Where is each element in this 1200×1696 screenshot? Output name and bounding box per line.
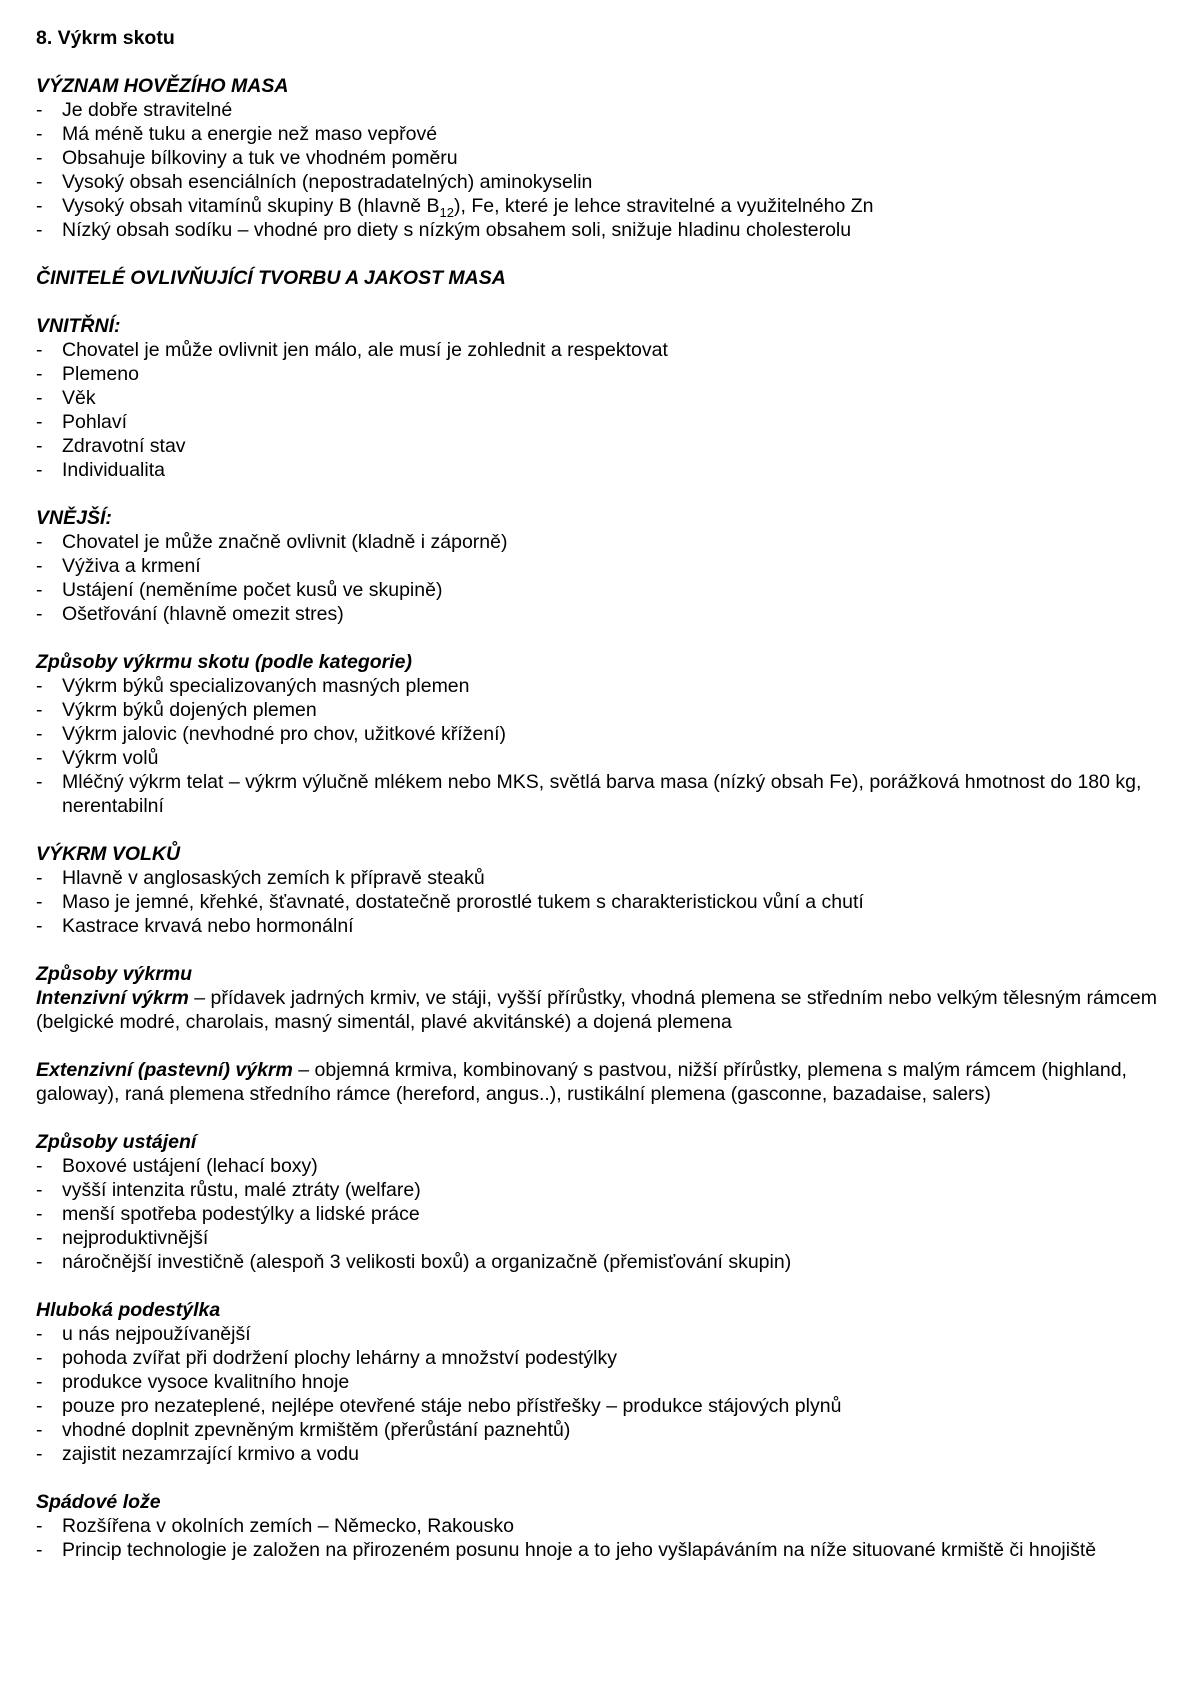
list-item: - Rozšířena v okolních zemích – Německo, Rakousko [36, 1515, 514, 1537]
heading-zpusoby-kategorie: Způsoby výkrmu skotu (podle kategorie) [36, 651, 412, 673]
dash-marker: - [36, 1227, 43, 1249]
dash-marker: - [36, 363, 43, 385]
document-title: 8. Výkrm skotu [36, 27, 175, 49]
dash-marker: - [36, 1203, 43, 1225]
list-item: - nejproduktivnější [36, 1227, 209, 1249]
list-item: - náročnější investičně (alespoň 3 velikosti boxů) a organizačně (přemisťování skupin) [36, 1251, 792, 1273]
list-item: - vyšší intenzita růstu, malé ztráty (welfare) [36, 1179, 421, 1201]
list-item: - Boxové ustájení (lehací boxy) [36, 1155, 318, 1177]
list-item: - Individualita [36, 459, 165, 481]
list-volku [36, 866, 1176, 938]
list-item: - Výživa a krmení [36, 555, 201, 577]
dash-marker: - [36, 891, 43, 913]
dash-marker: - [36, 1347, 43, 1369]
document-page [36, 26, 1176, 1586]
section-vyznam [36, 74, 1176, 242]
list-podestylka [36, 1322, 1176, 1466]
list-item: - Ustájení (neměníme počet kusů ve skupině) [36, 579, 443, 601]
list-item: - Vysoký obsah esenciálních (nepostradatelných) aminokyselin [36, 171, 593, 193]
dash-marker: - [36, 1515, 43, 1537]
section-spadove [36, 1490, 1176, 1562]
list-item: - Princip technologie je založen na přirozeném posunu hnoje a to jeho vyšlapáváním na níže situované krmiště či hnojiště [36, 1539, 1097, 1561]
paragraph-intenzivni: Intenzivní výkrm – přídavek jadrných krmiv, ve stáji, vyšší přírůstky, vhodná plemena se středním nebo velkým tělesným rámcem (belgické modré, charolais, masný simentál, plavé akvitánské) a dojená plemena [36, 987, 1157, 1033]
list-item: - Výkrm býků specializovaných masných plemen [36, 675, 470, 697]
dash-marker: - [36, 459, 43, 481]
dash-marker: - [36, 1179, 43, 1201]
section-zpusoby-vykrmu [36, 962, 1176, 1106]
list-item: - Nízký obsah sodíku – vhodné pro diety s nízkým obsahem soli, snižuje hladinu cholesterolu [36, 219, 852, 241]
paragraph-extenzivni: Extenzivní (pastevní) výkrm – objemná krmiva, kombinovaný s pastvou, nižší přírůstky, plemena s malým rámcem (highland, galoway), raná plemena středního rámce (hereford, angus..), rustikální plemena (gasconne, bazadaise, salers) [36, 1059, 1127, 1105]
dash-marker: - [36, 723, 43, 745]
list-item: - Plemeno [36, 363, 139, 385]
list-vnejsi [36, 530, 1176, 626]
heading-podestylka: Hluboká podestýlka [36, 1299, 221, 1321]
section-volku [36, 842, 1176, 938]
dash-marker: - [36, 1251, 43, 1273]
section-ustajeni [36, 1130, 1176, 1274]
list-item: - Má méně tuku a energie než maso vepřové [36, 123, 438, 145]
dash-marker: - [36, 1443, 43, 1465]
subscript-12: 12 [439, 204, 455, 220]
dash-marker: - [36, 99, 43, 121]
list-item: - Výkrm volů [36, 747, 159, 769]
dash-marker: - [36, 171, 43, 193]
dash-marker: - [36, 411, 43, 433]
heading-volku: VÝKRM VOLKŮ [36, 843, 181, 865]
list-item: - Ošetřování (hlavně omezit stres) [36, 603, 344, 625]
dash-marker: - [36, 867, 43, 889]
list-item: - Hlavně v anglosaských zemích k přípravě steaků [36, 867, 485, 889]
heading-vnejsi: VNĚJŠÍ: [36, 507, 112, 529]
heading-ustajeni: Způsoby ustájení [36, 1131, 197, 1153]
dash-marker: - [36, 699, 43, 721]
list-item: - pouze pro nezateplené, nejlépe otevřené stáje nebo přístřešky – produkce stájových plynů [36, 1395, 842, 1417]
section-podestylka [36, 1298, 1176, 1466]
dash-marker: - [36, 531, 43, 553]
list-item: - Chovatel je může značně ovlivnit (kladně i záporně) [36, 531, 508, 553]
section-cinitele [36, 266, 1176, 290]
section-zpusoby-kategorie [36, 650, 1176, 818]
dash-marker: - [36, 1155, 43, 1177]
list-item: - zajistit nezamrzající krmivo a vodu [36, 1443, 359, 1465]
dash-marker: - [36, 747, 43, 769]
list-item: - Pohlaví [36, 411, 128, 433]
section-vnejsi [36, 506, 1176, 626]
dash-marker: - [36, 123, 43, 145]
list-item: - Kastrace krvavá nebo hormonální [36, 915, 354, 937]
dash-marker: - [36, 675, 43, 697]
dash-marker: - [36, 555, 43, 577]
label-intenzivni: Intenzivní výkrm [36, 987, 189, 1009]
dash-marker: - [36, 1323, 43, 1345]
list-zpusoby-kategorie [36, 674, 1176, 818]
dash-marker: - [36, 1539, 43, 1561]
heading-spadove: Spádové lože [36, 1491, 161, 1513]
dash-marker: - [36, 579, 43, 601]
list-item: - Mléčný výkrm telat – výkrm výlučně mlékem nebo MKS, světlá barva masa (nízký obsah Fe), porážková hmotnost do 180 kg, nerentabilní [36, 771, 1142, 817]
list-item: - menší spotřeba podestýlky a lidské práce [36, 1203, 420, 1225]
list-item: - Zdravotní stav [36, 435, 186, 457]
list-item: - Obsahuje bílkoviny a tuk ve vhodném poměru [36, 147, 458, 169]
list-item: - Výkrm býků dojených plemen [36, 699, 317, 721]
dash-marker: - [36, 603, 43, 625]
dash-marker: - [36, 339, 43, 361]
paragraph-gap [36, 1034, 1176, 1058]
dash-marker: - [36, 771, 43, 793]
dash-marker: - [36, 915, 43, 937]
dash-marker: - [36, 147, 43, 169]
dash-marker: - [36, 219, 43, 241]
list-item: - Chovatel je může ovlivnit jen málo, ale musí je zohlednit a respektovat [36, 339, 668, 361]
list-item: - Věk [36, 387, 96, 409]
dash-marker: - [36, 1395, 43, 1417]
heading-vnitrni: VNITŘNÍ: [36, 315, 121, 337]
dash-marker: - [36, 1419, 43, 1441]
list-vyznam [36, 98, 1176, 242]
list-item: - produkce vysoce kvalitního hnoje [36, 1371, 350, 1393]
dash-marker: - [36, 435, 43, 457]
list-item-vitamins: - Vysoký obsah vitamínů skupiny B (hlavně $B_{12}$), Fe, které je lehce stravitelné a využitelného Zn [36, 195, 874, 220]
list-item: - Je dobře stravitelné [36, 99, 233, 121]
list-item: - Výkrm jalovic (nevhodné pro chov, užitkové křížení) [36, 723, 506, 745]
dash-marker: - [36, 195, 43, 217]
label-extenzivni: Extenzivní (pastevní) výkrm [36, 1059, 293, 1081]
heading-cinitele: ČINITELÉ OVLIVŇUJÍCÍ TVORBU A JAKOST MASA [36, 267, 506, 289]
list-ustajeni [36, 1154, 1176, 1274]
dash-marker: - [36, 1371, 43, 1393]
list-item: - vhodné doplnit zpevněným krmištěm (přerůstání paznehtů) [36, 1419, 571, 1441]
heading-vyznam: VÝZNAM HOVĚZÍHO MASA [36, 75, 289, 97]
list-vnitrni [36, 338, 1176, 482]
list-spadove [36, 1514, 1176, 1562]
heading-zpusoby-vykrmu: Způsoby výkrmu [36, 963, 193, 985]
section-vnitrni [36, 314, 1176, 482]
list-item: - pohoda zvířat při dodržení plochy lehárny a množství podestýlky [36, 1347, 617, 1369]
list-item: - u nás nejpoužívanější [36, 1323, 251, 1345]
dash-marker: - [36, 387, 43, 409]
list-item: - Maso je jemné, křehké, šťavnaté, dostatečně prorostlé tukem s charakteristickou vůní a chutí [36, 891, 864, 913]
